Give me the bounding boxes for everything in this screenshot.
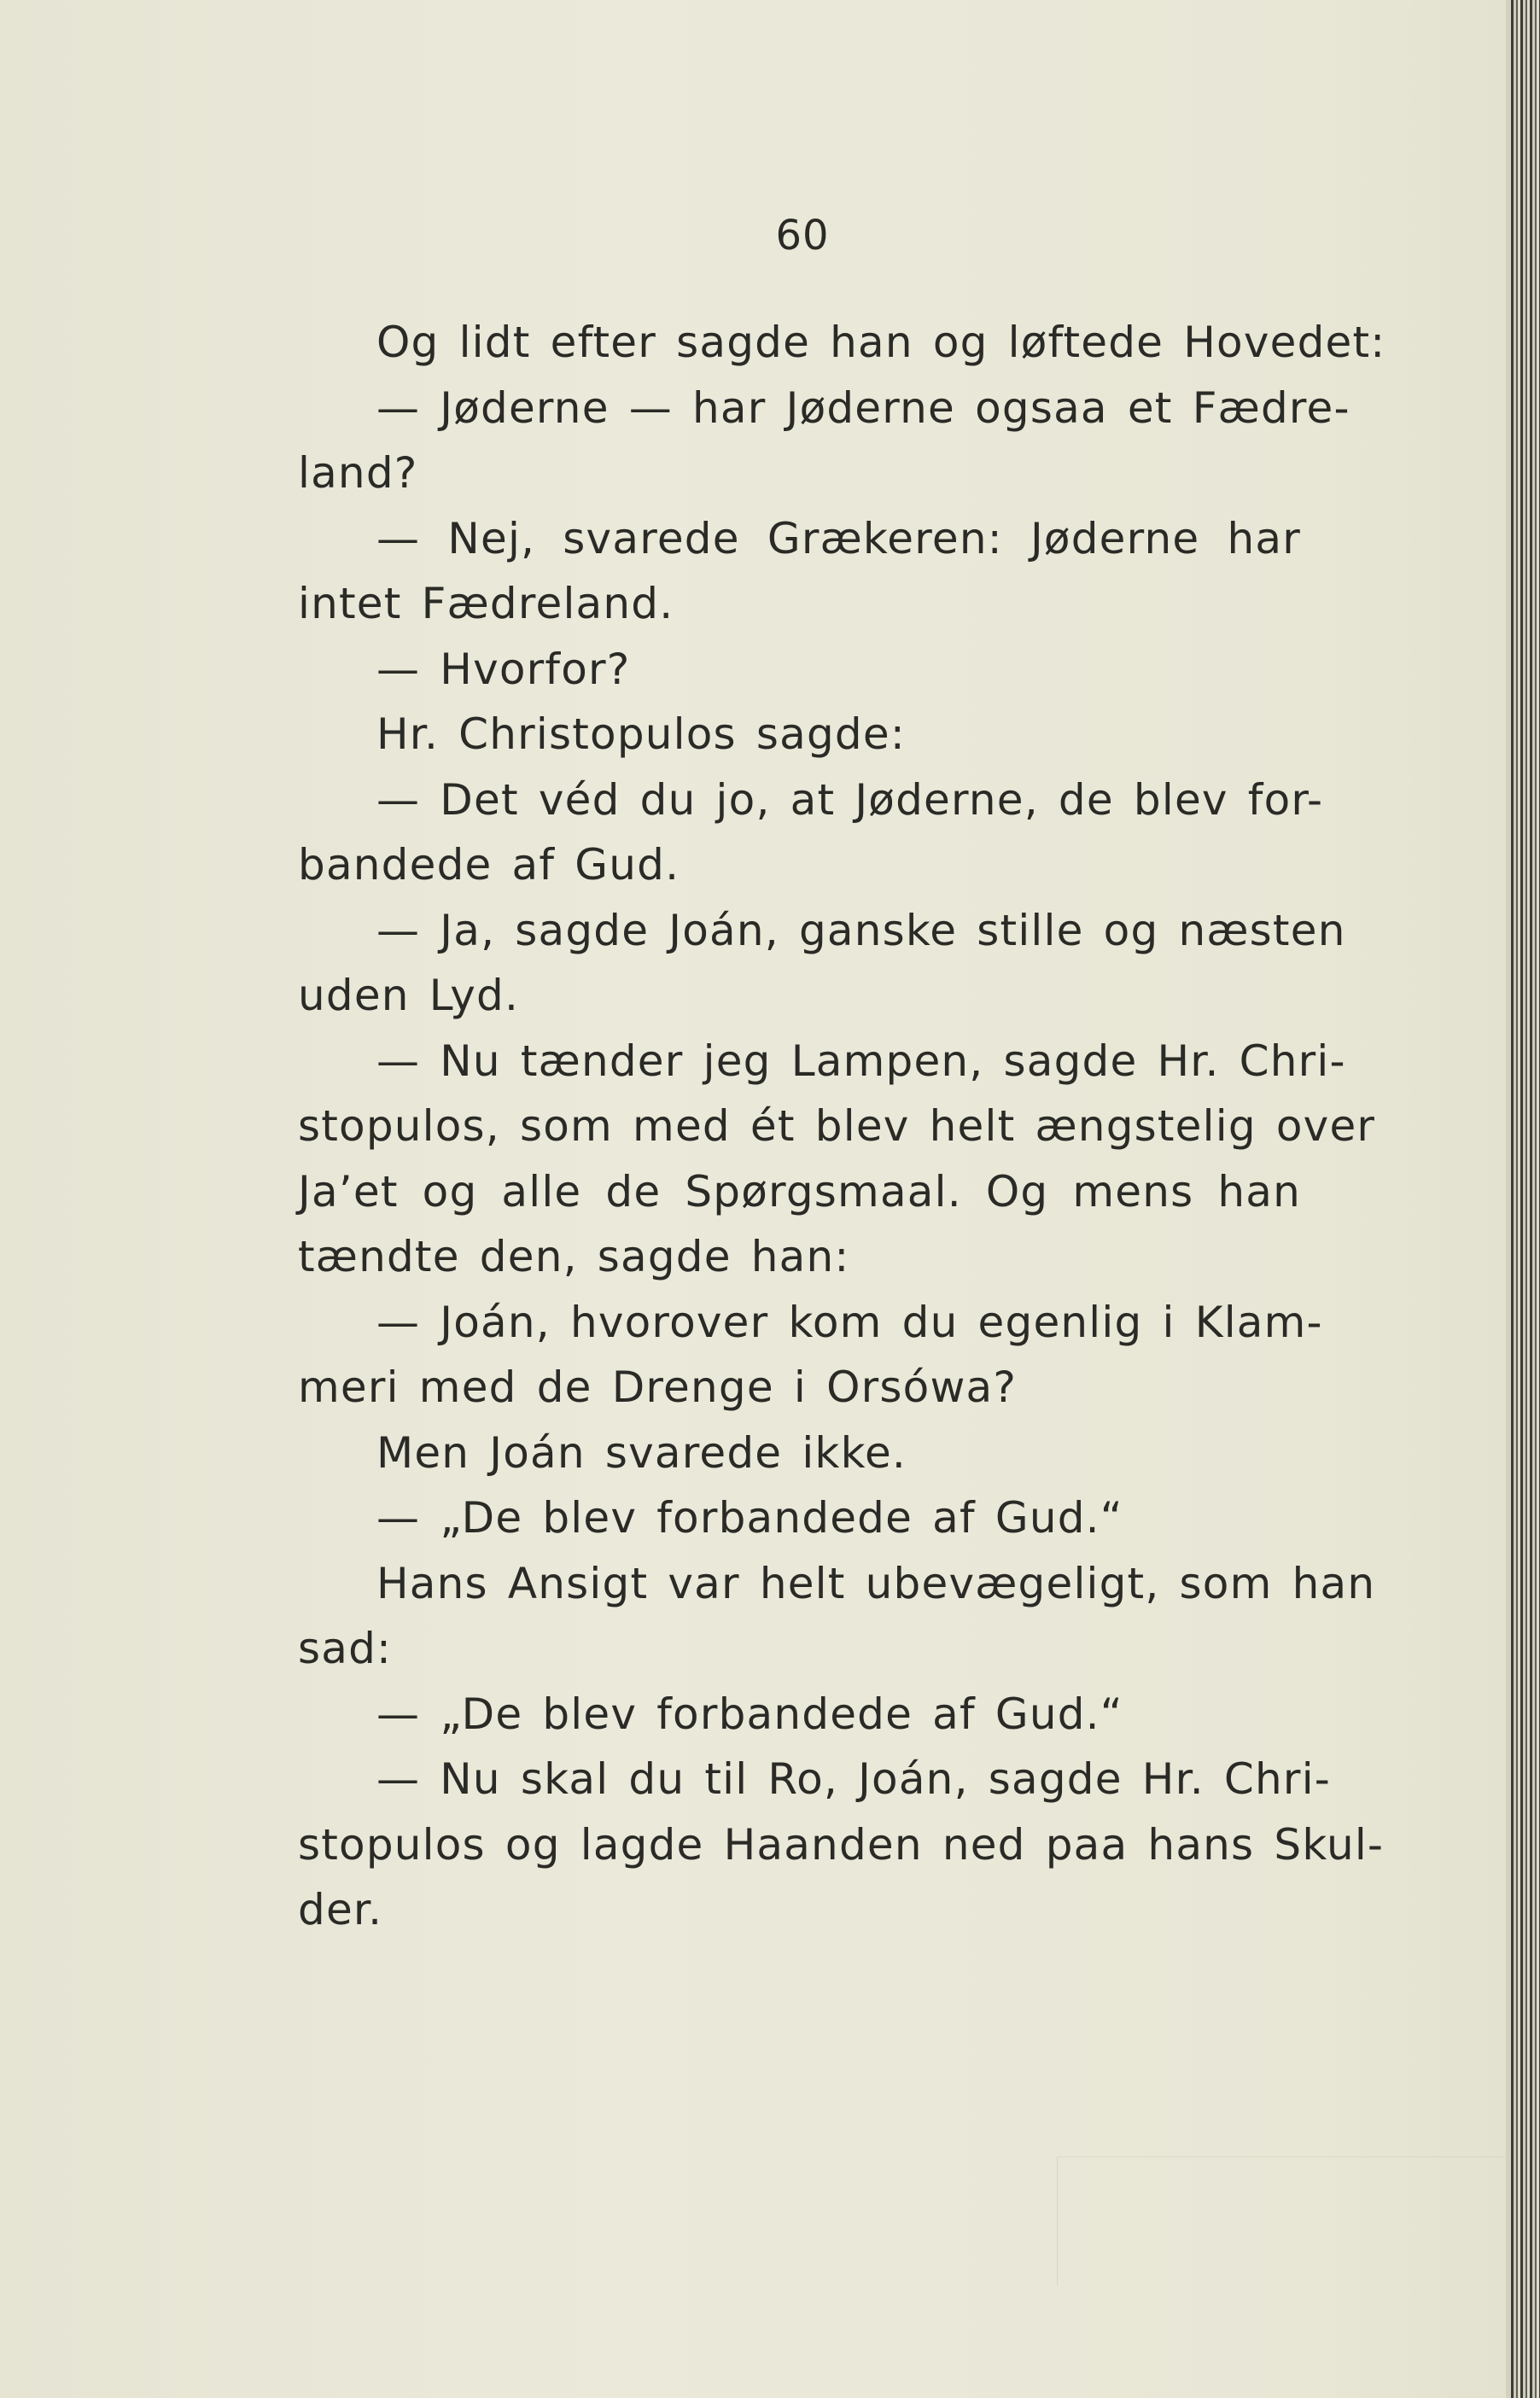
text-line: Men Joán svarede ikke. [376,1427,907,1478]
text-line: stopulos, som med ét blev helt ængstelig over [298,1101,1376,1151]
text-line: — Nu skal du til Ro, Joán, sagde Hr. Chri- [376,1754,1332,1804]
text-line: — Nej, svarede Grækeren: Jøderne har [376,513,1301,563]
text-line: Hr. Christopulos sagde: [376,709,906,759]
text-line: — Nu tænder jeg Lampen, sagde Hr. Chri- [376,1036,1346,1086]
text-line: stopulos og lagde Haanden ned paa hans Skul- [298,1819,1385,1870]
text-line: land? [298,448,418,498]
text-line: — „De blev forbandede af Gud.“ [376,1493,1123,1543]
text-line: — Jøderne — har Jøderne ogsaa et Fædre- [376,382,1350,433]
text-line: meri med de Drenge i Orsówa? [298,1362,1018,1412]
text-line: sad: [298,1624,393,1673]
text-line: der. [298,1885,383,1934]
text-line: — Hvorfor? [376,644,631,694]
paper-crease [1057,2156,1510,2285]
text-line: — Joán, hvorover kom du egenlig i Klam- [376,1297,1323,1347]
text-line: uden Lyd. [298,971,520,1020]
text-line: — „De blev forbandede af Gud.“ [376,1689,1123,1739]
scanned-page-edges [1511,0,1540,2398]
page-number: 60 [775,212,830,260]
text-line: Hans Ansigt var helt ubevægeligt, som han [376,1558,1376,1608]
text-line: bandede af Gud. [298,840,680,890]
text-line: Ja’et og alle de Spørgsmaal. Og mens han [298,1166,1301,1217]
text-line: Og lidt efter sagde han og løftede Hovedet: [376,318,1386,367]
text-line: — Det véd du jo, at Jøderne, de blev for- [376,774,1324,825]
body-text [298,310,1386,1943]
text-line: — Ja, sagde Joán, ganske stille og næsten [376,905,1346,955]
text-line: tændte den, sagde han: [298,1232,850,1281]
text-line: intet Fædreland. [298,579,674,628]
